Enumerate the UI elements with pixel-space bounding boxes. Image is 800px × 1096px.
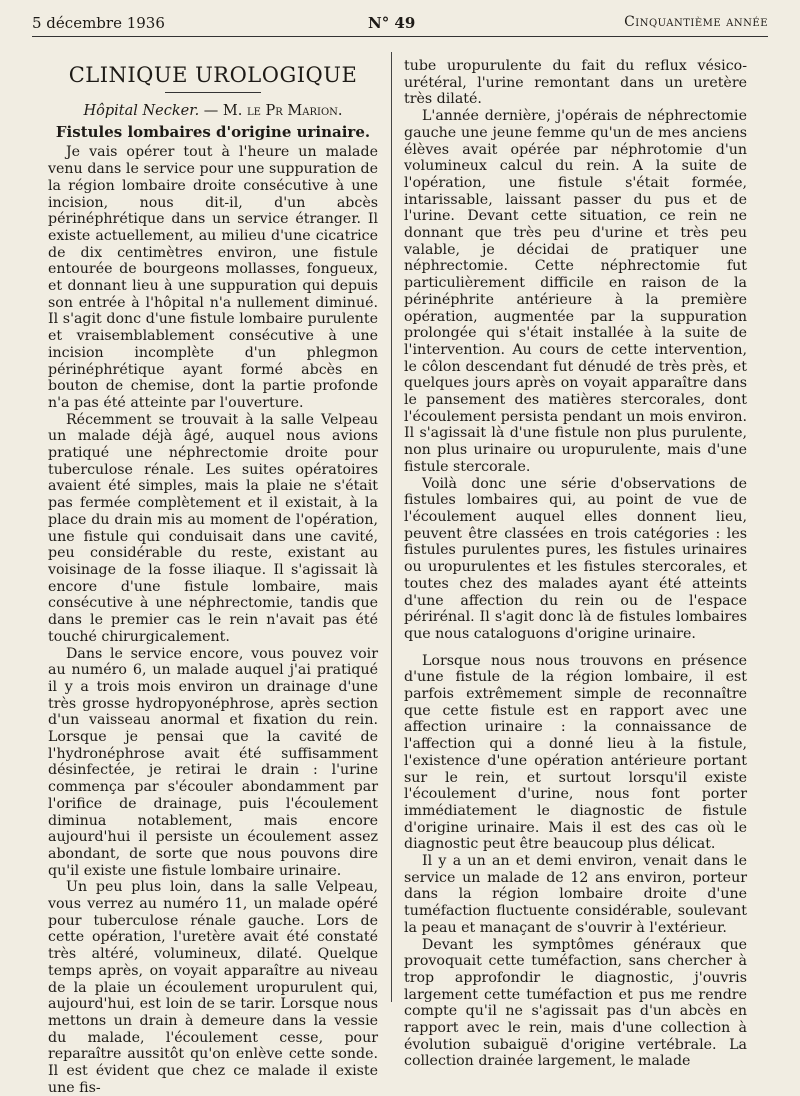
paragraph: Un peu plus loin, dans la salle Velpeau, vous verrez au numéro 11, un malade opéré pour tuberculose rénale gauche. Lors de cette opération, l'uretère avait été constaté très altéré, volumineux, dilaté. Quelque temps après, on voyait apparaître au niveau de la plaie un écoulement uropurulent qui, aujourd'hui, est loin de se tarir. Lorsque nous mettons un drain à demeure dans la vessie du malade, l'écoulement cesse, pour reparaître aussitôt qu'on enlève cette sonde. Il est évident que chez ce malade il existe une fis-: [48, 879, 378, 1096]
hospital-name: Hôpital Necker.: [83, 103, 200, 119]
section-gap: [404, 643, 747, 653]
right-column: [404, 58, 747, 1070]
article-title: Fistules lombaires d'origine urinaire.: [55, 122, 371, 141]
page-header: [32, 14, 768, 36]
hospital-line: [48, 103, 378, 120]
paragraph: L'année dernière, j'opérais de néphrectomie gauche une jeune femme qu'un de mes anciens élèves avait opérée par néphrotomie d'un volumineux calcul du rein. A la suite de l'opération, une fistule s'était formée, intarissable, laissant passer du pus et de l'urine. Devant cette situation, ce rein ne donnant que très peu d'urine et très peu valable, je décidai de pratiquer une néphrectomie. Cette néphrectomie fut particulièrement difficile en raison de la périnéphrite antérieure à la première opération, augmentée par la suppuration prolongée qui s'était installée à la suite de l'intervention. Au cours de cette intervention, le côlon descendant fut dénudé de très près, et quelques jours après on voyait apparaître dans le pansement des matières stercorales, dont l'écoulement persista pendant un mois environ. Il s'agissait là d'une fistule non plus purulente, non plus urinaire ou uropurulente, mais d'une fistule stercorale.: [404, 108, 747, 475]
left-column: [48, 58, 378, 1096]
column-divider: [391, 52, 392, 1002]
paragraph: Récemment se trouvait à la salle Velpeau un malade déjà âgé, auquel nous avions pratiqué une néphrectomie droite pour tuberculose rénale. Les suites opératoires avaient été simples, mais la plaie ne s'était pas fermée complètement et il existait, à la place du drain mis au moment de l'opération, une fistule qui conduisait dans une cavité, peu considérable du reste, existant au voisinage de la fosse iliaque. Il s'agissait là encore d'une fistule lombaire, mais consécutive à une néphrectomie, tandis que dans le premier cas le rein n'avait pas été touché chirurgicalement.: [48, 411, 378, 645]
paragraph: Je vais opérer tout à l'heure un malade venu dans le service pour une suppuration de la région lombaire droite consécutive à une incision, nous dit-il, d'un abcès périnéphrétique dans un service étranger. Il existe actuellement, au milieu d'une cicatrice de dix centimètres environ, une fistule entourée de bourgeons mollasses, fongueux, et donnant lieu à une suppuration qui depuis son entrée à l'hôpital n'a nullement diminué. Il s'agit donc d'une fistule lombaire purulente et vraisemblablement consécutive à une incision incomplète d'un phlegmon périnéphrétique ayant formé abcès en bouton de chemise, dont la partie profonde n'a pas été atteinte par l'ouverture.: [48, 144, 378, 411]
paragraph: Dans le service encore, vous pouvez voir au numéro 6, un malade auquel j'ai pratiqué il y a trois mois environ un drainage d'une très grosse hydropyonéphrose, après section d'un vaisseau anormal et fixation du rein. Lorsque je pensai que la cavité de l'hydronéphrose avait été suffisamment désinfectée, je retirai le drain : l'urine commença par s'écouler abondamment par l'orifice de drainage, puis l'écoulement diminua notablement, mais encore aujourd'hui il persiste un écoulement assez abondant, de sorte que nous pouvons dire qu'il existe une fistule lombaire urinaire.: [48, 645, 378, 879]
paragraph: Il y a un an et demi environ, venait dans le service un malade de 12 ans environ, porteur dans la région lombaire droite d'une tuméfaction fluctuente considérable, soulevant la peau et manaçant de s'ouvrir à l'extérieur.: [404, 853, 747, 936]
section-title: CLINIQUE UROLOGIQUE: [68, 63, 358, 87]
header-date: 5 décembre 1936: [32, 14, 165, 32]
header-year: Cinquantième année: [624, 14, 768, 30]
header-rule: [32, 36, 768, 37]
paragraph: Devant les symptômes généraux que provoquait cette tuméfaction, sans chercher à trop approfondir le diagnostic, j'ouvris largement cette tuméfaction et pus me rendre compte qu'il ne s'agissait pas d'un abcès en rapport avec le rein, mais d'une collection à évolution subaiguë d'origine vertébrale. La collection drainée largement, le malade: [404, 936, 747, 1070]
paragraph: tube uropurulente du fait du reflux vésico-urétéral, l'urine remontant dans un uretère très dilaté.: [404, 58, 747, 108]
title-rule: [165, 92, 261, 93]
professor-name: — M. le Pr Marion.: [203, 103, 343, 119]
paragraph: Voilà donc une série d'observations de fistules lombaires qui, au point de vue de l'écoulement auquel elles donnent lieu, peuvent être classées en trois catégories : les fistules purulentes pures, les fistules urinaires ou uropurulentes et les fistules stercorales, et toutes chez des malades ayant été atteints d'une affection du rein ou de l'espace périrénal. Il s'agit donc là de fistules lombaires que nous cataloguons d'origine urinaire.: [404, 475, 747, 642]
header-issue-number: N° 49: [368, 14, 416, 32]
paragraph: Lorsque nous nous trouvons en présence d'une fistule de la région lombaire, il est parfois extrêmement simple de reconnaître que cette fistule est en rapport avec une affection urinaire : la connaissance de l'affection qui a donné lieu à la fistule, l'existence d'une opération antérieure portant sur le rein, et surtout lorsqu'il existe l'écoulement d'urine, nous font porter immédiatement le diagnostic de fistule d'origine urinaire. Mais il est des cas où le diagnostic peut être beaucoup plus délicat.: [404, 652, 747, 853]
